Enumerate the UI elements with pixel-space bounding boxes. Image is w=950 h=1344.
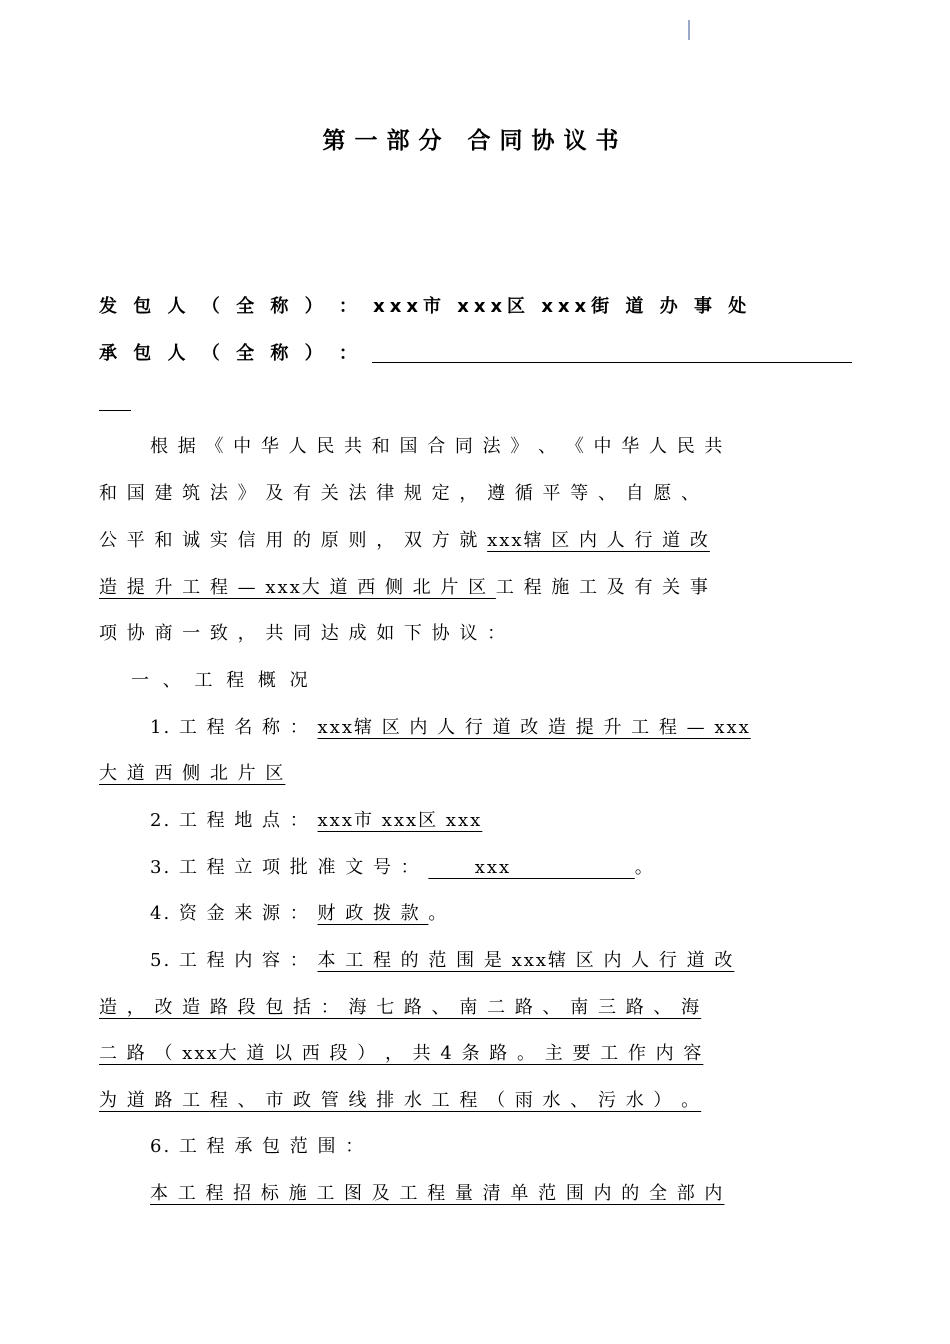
item-value: xxx bbox=[428, 857, 635, 878]
item-project-content bbox=[150, 949, 734, 973]
item-label: 4. 资 金 来 源 ： bbox=[150, 903, 318, 924]
item-end: 。 bbox=[428, 903, 449, 924]
preamble-text: 公 平 和 诚 实 信 用 的 原 则 ， 双 方 就 bbox=[99, 530, 488, 551]
item-project-location bbox=[150, 809, 482, 833]
item-value: 为 道 路 工 程 、 市 政 管 线 排 水 工 程 （ 雨 水 、 污 水 ） 。 bbox=[99, 1090, 702, 1111]
preamble-text-cont: 工 程 施 工 及 有 关 事 bbox=[495, 577, 710, 598]
contractor-field-label: 承 包 人 （ 全 称 ） ： bbox=[99, 343, 362, 364]
document-title: 第一部分 合同协议书 bbox=[322, 128, 628, 154]
preamble-line-3 bbox=[99, 529, 710, 553]
item-value: 大 道 西 侧 北 片 区 bbox=[99, 763, 286, 784]
contractor-blank-line bbox=[372, 362, 852, 363]
contractor-blank-line-continued bbox=[99, 410, 131, 411]
item-label: 1. 工 程 名 称 ： bbox=[150, 717, 318, 738]
item-value: 本 工 程 招 标 施 工 图 及 工 程 量 清 单 范 围 内 的 全 部 内 bbox=[150, 1183, 725, 1204]
item-value: xxx辖 区 内 人 行 道 改 造 提 升 工 程 — xxx bbox=[317, 717, 751, 738]
item-value: xxx市 xxx区 xxx bbox=[317, 810, 483, 831]
item-label: 5. 工 程 内 容 ： bbox=[150, 950, 318, 971]
project-name-underlined-cont: 造 提 升 工 程 — xxx大 道 西 侧 北 片 区 bbox=[99, 577, 496, 598]
section-heading-overview: 一 、 工 程 概 况 bbox=[131, 670, 312, 691]
item-project-content-cont-2 bbox=[99, 1042, 703, 1066]
page-marker bbox=[688, 20, 690, 40]
item-value: 本 工 程 的 范 围 是 xxx辖 区 内 人 行 道 改 bbox=[317, 950, 735, 971]
item-value: 财 政 拨 款 bbox=[317, 903, 429, 924]
item-funding-source bbox=[150, 902, 448, 926]
item-contract-scope: 6. 工 程 承 包 范 围 ： bbox=[150, 1136, 366, 1157]
project-name-underlined: xxx辖 区 内 人 行 道 改 bbox=[487, 530, 710, 551]
item-project-name bbox=[150, 716, 751, 740]
item-value: 造 ， 改 造 路 段 包 括 ： 海 七 路 、 南 二 路 、 南 三 路 、 海 bbox=[99, 997, 702, 1018]
item-label: 2. 工 程 地 点 ： bbox=[150, 810, 318, 831]
item-label: 3. 工 程 立 项 批 准 文 号 ： bbox=[150, 857, 429, 878]
item-project-content-cont-3 bbox=[99, 1089, 701, 1113]
item-value: 二 路 （ xxx大 道 以 西 段 ） ， 共 4 条 路 。 主 要 工 作 内 容 bbox=[99, 1043, 704, 1064]
preamble-line-1: 根 据 《 中 华 人 民 共 和 国 合 同 法 》 、 《 中 华 人 民 共 bbox=[150, 436, 725, 457]
item-end: 。 bbox=[634, 857, 655, 878]
item-contract-scope-value bbox=[150, 1182, 724, 1206]
item-project-content-cont-1 bbox=[99, 996, 701, 1020]
item-project-name-cont bbox=[99, 762, 285, 786]
item-approval-number bbox=[150, 856, 655, 880]
preamble-line-5: 项 协 商 一 致 ， 共 同 达 成 如 下 协 议 ： bbox=[99, 623, 508, 644]
employer-field: 发 包 人 （ 全 称 ） ： xxx市 xxx区 xxx街 道 办 事 处 bbox=[99, 296, 752, 317]
preamble-line-2: 和 国 建 筑 法 》 及 有 关 法 律 规 定 ， 遵 循 平 等 、 自 愿 、 bbox=[99, 483, 702, 504]
preamble-line-4 bbox=[99, 576, 710, 600]
